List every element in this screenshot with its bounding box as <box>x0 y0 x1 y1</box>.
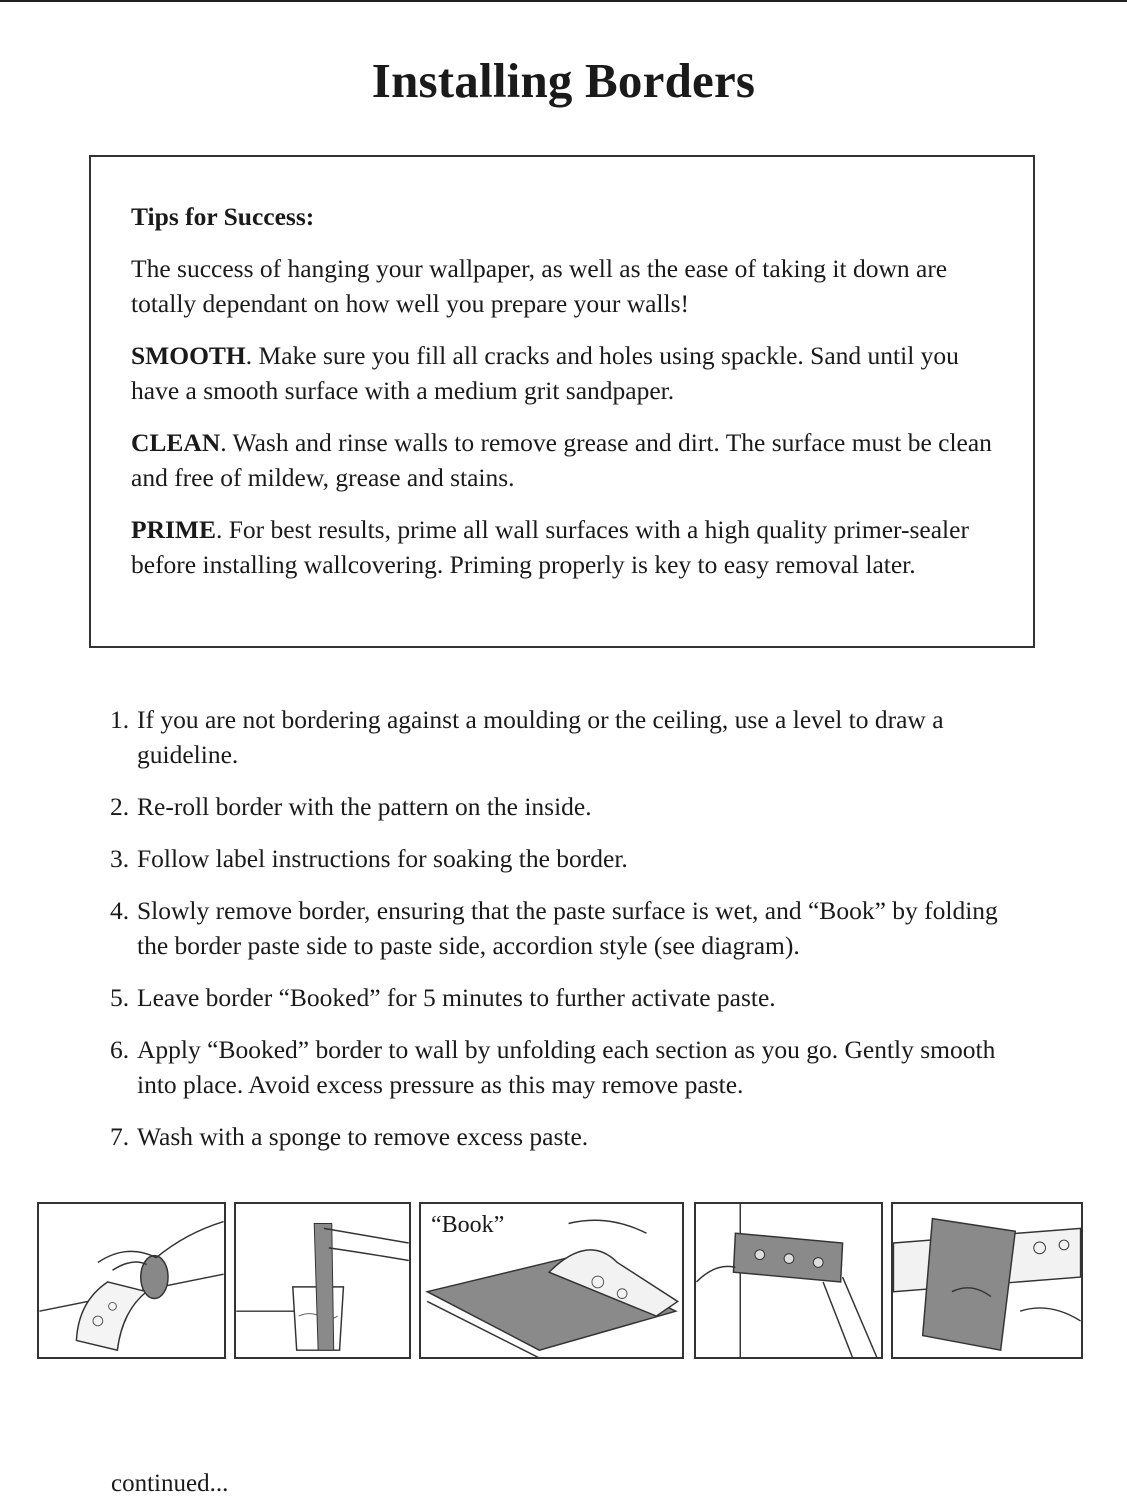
smooth-illustration <box>893 1204 1081 1357</box>
step-text: Re-roll border with the pattern on the inside. <box>137 792 592 821</box>
step-text: Apply “Booked” border to wall by unfolding each section as you go. Gently smooth into place. Avoid excess pressure as this may remove paste. <box>137 1035 996 1099</box>
instruction-steps <box>110 702 1010 1171</box>
step-text: Wash with a sponge to remove excess paste. <box>137 1122 589 1151</box>
step-item <box>110 1119 1010 1154</box>
step-number: 6. <box>110 1035 130 1064</box>
step-text: Leave border “Booked” for 5 minutes to further activate paste. <box>137 983 776 1012</box>
step-text: Slowly remove border, ensuring that the paste surface is wet, and “Book” by folding the border paste side to paste side, accordion style (see diagram). <box>137 896 998 960</box>
step-number: 5. <box>110 983 130 1012</box>
continued-note: continued... <box>111 1470 229 1497</box>
step-number: 4. <box>110 896 130 925</box>
step-number: 1. <box>110 705 130 734</box>
step-number: 2. <box>110 792 130 821</box>
tip-clean <box>131 425 1011 495</box>
diagram-smooth <box>891 1202 1083 1359</box>
apply-illustration <box>696 1204 881 1357</box>
step-item <box>110 893 1010 963</box>
tip-prime <box>131 512 1011 582</box>
step-text: If you are not bordering against a moulding or the ceiling, use a level to draw a guideline. <box>137 705 944 769</box>
tip-term: CLEAN <box>131 428 221 457</box>
page-title: Installing Borders <box>371 53 756 108</box>
diagram-strip <box>37 1202 1083 1362</box>
step-item <box>110 789 1010 824</box>
diagram-apply <box>694 1202 883 1359</box>
tip-smooth <box>131 338 1011 408</box>
top-rule <box>0 0 1127 2</box>
step-text: Follow label instructions for soaking the border. <box>137 844 628 873</box>
diagram-soak <box>234 1202 411 1359</box>
tip-text: . Make sure you fill all cracks and holes using spackle. Sand until you have a smooth surface with a medium grit sandpaper. <box>131 341 959 405</box>
tips-box <box>89 155 1035 648</box>
tip-text: . Wash and rinse walls to remove grease and dirt. The surface must be clean and free of mildew, grease and stains. <box>131 428 992 492</box>
step-item <box>110 1032 1010 1102</box>
step-item <box>110 980 1010 1015</box>
book-label: “Book” <box>431 1212 505 1238</box>
tip-text: . For best results, prime all wall surfaces with a high quality primer-sealer before installing wallcovering. Priming properly is key to easy removal later. <box>131 515 969 579</box>
soak-illustration <box>236 1204 409 1357</box>
reroll-illustration <box>39 1204 224 1357</box>
tips-heading: Tips for Success: <box>131 202 315 231</box>
tip-term: PRIME <box>131 515 216 544</box>
step-number: 3. <box>110 844 130 873</box>
diagram-book <box>419 1202 684 1359</box>
diagram-reroll <box>37 1202 226 1359</box>
tip-term: SMOOTH <box>131 341 246 370</box>
step-item <box>110 702 1010 772</box>
tips-content <box>131 199 1011 599</box>
step-number: 7. <box>110 1122 130 1151</box>
step-item <box>110 841 1010 876</box>
tips-intro: The success of hanging your wallpaper, as well as the ease of taking it down are totally dependant on how well you prepare your walls! <box>131 254 948 318</box>
